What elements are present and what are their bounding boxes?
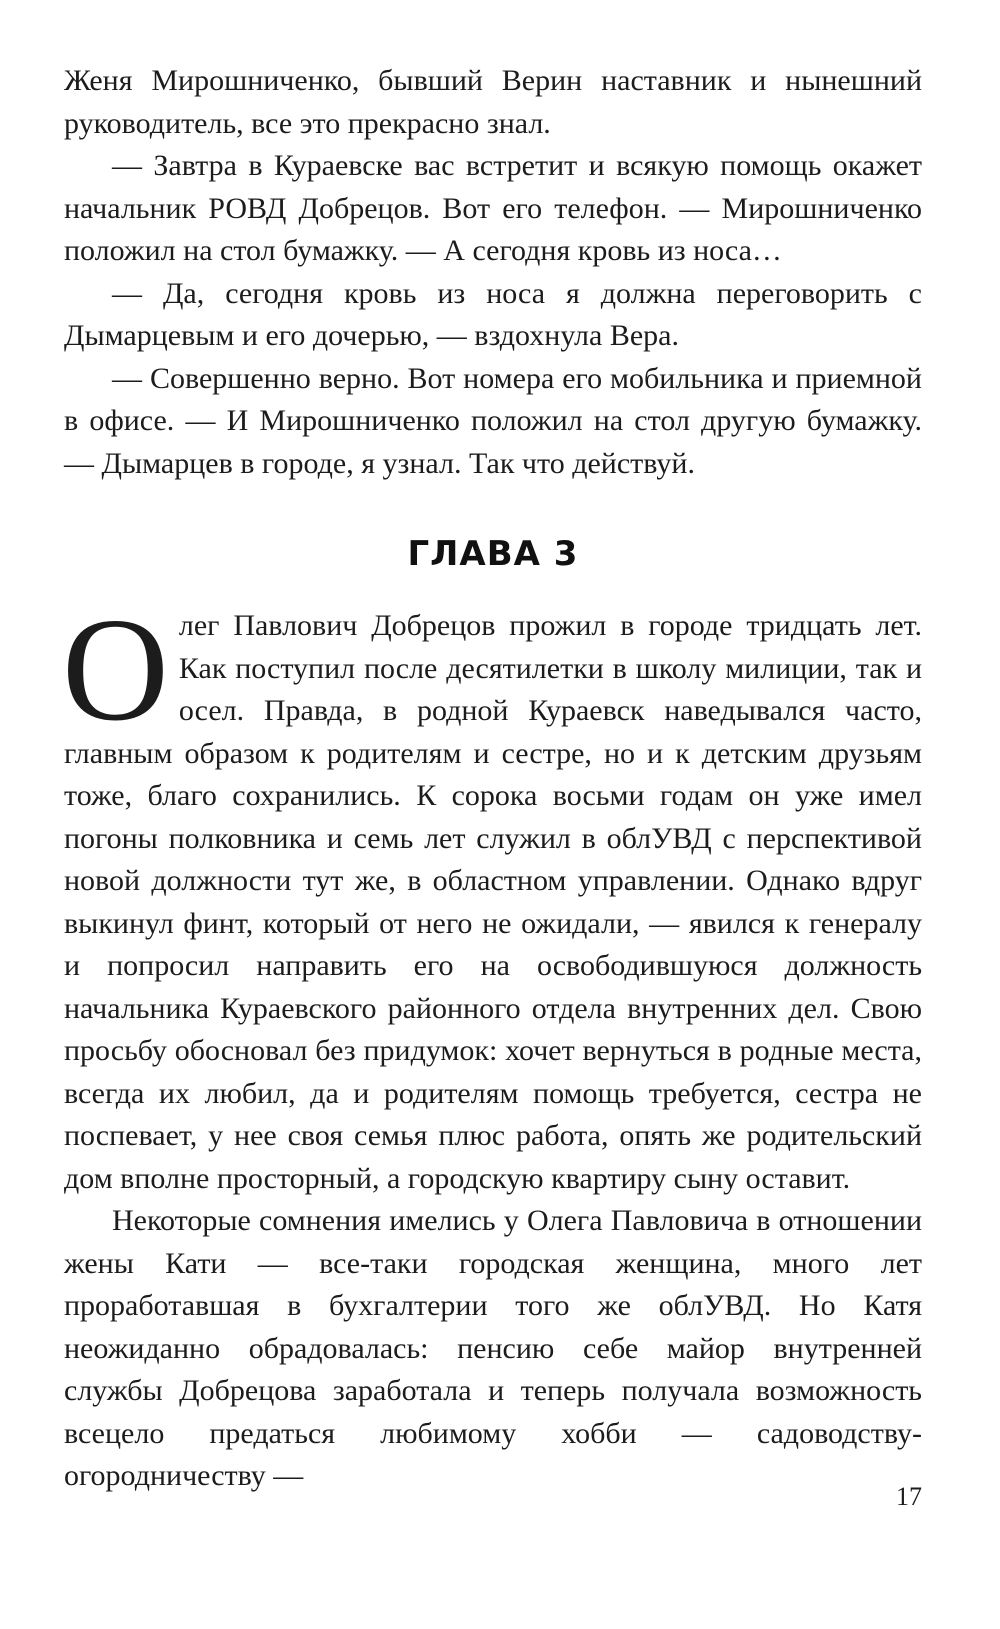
intro-paragraph-2: — Завтра в Кураевске вас встретит и всякую помощь окажет начальник РОВД Добрецов. Вот его телефон. — Мирошниченко положил на стол бумажку. — А сегодня кровь из носа…	[64, 149, 922, 267]
chapter-paragraph-1	[62, 588, 922, 1200]
intro-paragraph-4: — Совершенно верно. Вот номера его мобильника и приемной в офисе. — И Мирошниченко положил на стол другую бумажку. — Дымарцев в городе, я узнал. Так что действуй.	[64, 361, 922, 480]
chapter-title: ГЛАВА 3	[407, 534, 579, 574]
book-page	[64, 60, 922, 1498]
page-number: 17	[896, 1482, 922, 1511]
drop-cap: О	[62, 588, 169, 752]
chapter-paragraph-2: Некоторые сомнения имелись у Олега Павловича в отношении жены Кати — все-таки городская женщина, много лет проработавшая в бухгалтерии того же облУВД. Но Катя неожиданно обрадовалась: пенсию себе майор внутренней службы Добрецова заработала и теперь получала возможность всецело предаться любимому хобби — садоводству-огородничеству —	[64, 1204, 922, 1492]
chapter-paragraph-1-text: лег Павлович Добрецов прожил в городе тридцать лет. Как поступил после десятилетки в школу милиции, так и осел. Правда, в родной Кураевск наведывался часто, главным образом к родителям и сестре, но и к детским друзьям тоже, благо сохранились. К сорока восьми годам он уже имел погоны полковника и семь лет служил в облУВД с перспективой новой должности тут же, в областном управлении. Однако вдруг выкинул финт, который от него не ожидали, — явился к генералу и попросил направить его на освободившуюся должность начальника Кураевского районного отдела внутренних дел. Свою просьбу обосновал без придумок: хочет вернуться в родные места, всегда их любил, да и родителям помощь требуется, сестра не поспевает, у нее своя семья плюс работа, опять же родительский дом вполне просторный, а городскую квартиру сыну оставит.	[64, 609, 922, 1195]
intro-paragraph-1: Женя Мирошниченко, бывший Верин наставник и нынешний руководитель, все это прекрасно знал.	[64, 64, 922, 140]
intro-paragraph-3: — Да, сегодня кровь из носа я должна переговорить с Дымарцевым и его дочерью, — вздохнула Вера.	[64, 276, 922, 352]
